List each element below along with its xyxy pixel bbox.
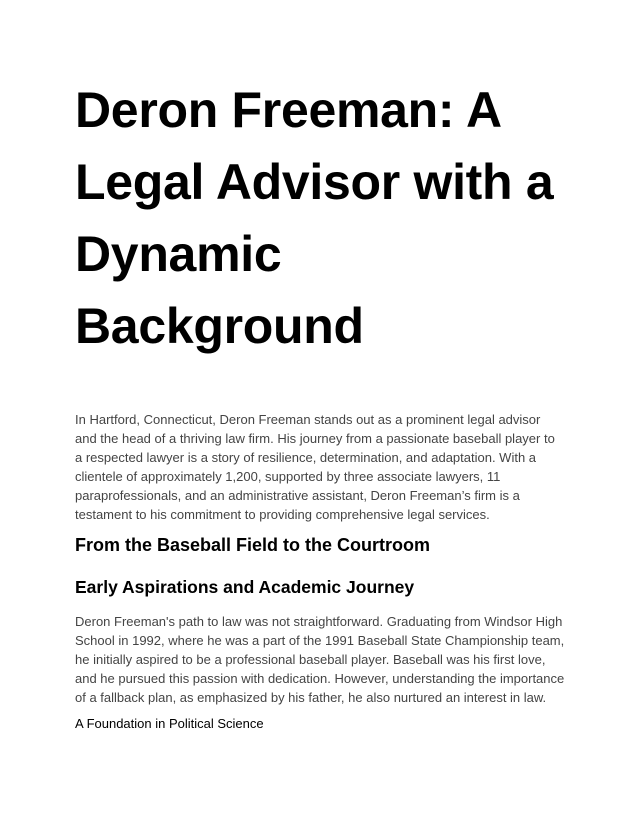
intro-paragraph: In Hartford, Connecticut, Deron Freeman stands out as a prominent legal advisor and the head of a thriving law firm. His journey from a passionate baseball player to a respected lawyer is a story of resilience, determination, and adaptation. With a clientele of approximately 1,200, supported by three associate lawyers, 11 paraprofessionals, and an administrative assistant, Deron Freeman’s firm is a testament to his commitment to providing comprehensive legal services. (75, 412, 555, 522)
minor-heading: A Foundation in Political Science (75, 716, 264, 731)
subsection-paragraph: Deron Freeman's path to law was not straightforward. Graduating from Windsor High School in 1992, where he was a part of the 1991 Baseball State Championship team, he initially aspired to be a professional baseball player. Baseball was his first love, and he pursued this passion with dedication. However, understanding the importance of a fallback plan, as emphasized by his father, he also nurtured an interest in law. (75, 614, 565, 705)
document-title: Deron Freeman: A Legal Advisor with a Dynamic Background (75, 82, 554, 354)
section-heading: From the Baseball Field to the Courtroom (75, 535, 431, 555)
subsection-heading: Early Aspirations and Academic Journey (75, 577, 415, 597)
